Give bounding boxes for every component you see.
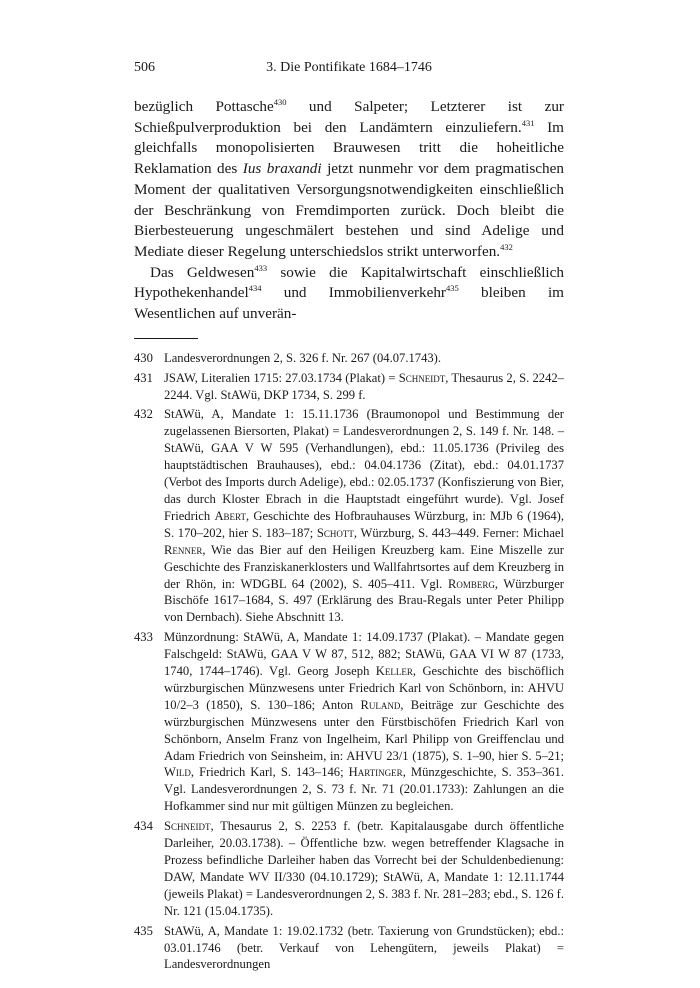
footnote-number: 434	[134, 819, 153, 834]
author-name: Wild	[164, 765, 191, 780]
footnote-ref[interactable]: 434	[248, 283, 262, 294]
author-name: Schneidt	[398, 370, 446, 385]
footnotes	[134, 350, 564, 974]
footnote-number: 431	[134, 370, 153, 385]
body-text	[134, 97, 564, 325]
footnote-text: , Münzgeschichte, S. 353–361. Vgl. Landesverordnungen 2, S. 73 f. Nr. 71 (20.01.1733): Zahlungen an die Hofkammer sind nur mit gültigen Münzen zu begleichen.	[164, 765, 564, 814]
footnote-number: 435	[134, 923, 153, 938]
author-name: Ruland	[360, 697, 401, 712]
paragraph-2	[134, 263, 564, 325]
text-run: sowie die Kapitalwirtschaft einschließlich Hypothekenhandel	[134, 263, 564, 302]
footnote-text: , Friedrich Karl, S. 143–146;	[190, 765, 349, 780]
author-name: Abert	[214, 508, 246, 523]
footnote-text: Münzordnung: StAWü, A, Mandate 1: 14.09.1737 (Plakat). – Mandate gegen Falschgeld: StAWü, GAA V W 87, 512, 882; StAWü, GAA VI W 87 (1733, 1740, 1744–1746). Vgl. Georg Joseph	[164, 630, 564, 679]
author-name: Romberg	[447, 576, 495, 591]
footnote-text: , Geschichte des Hofbrauhauses Würzburg, in: MJb 6 (1964), S. 170–202, hier S. 183–187;	[164, 508, 564, 540]
footnote-433	[134, 629, 564, 815]
footnote-text: , Geschichte des bischöflich würzburgischen Münzwesens unter Friedrich Karl von Schönborn, in: AHVU 10/2–3 (1850), S. 130–186; Anton	[164, 664, 564, 712]
footnote-text: StAWü, A, Mandate 1: 15.11.1736 (Braumonopol und Bestimmung der zugelassenen Biersorten, Plakat) = Landesverordnungen 2, S. 149 f. Nr. 148. – StAWü, GAA V W 595 (Verhandlungen), ebd.: 11.05.1736 (Privileg des hauptstädtischen Brauhauses), ebd.: 04.04.1736 (Zitat), ebd.: 04.01.1737 (Verbot des Imports durch Adelige), ebd.: 02.05.1737 (Konfiszierung von Bier, das durch Kloster Ebrach in die Hauptstadt eingeführt wurde). Vgl. Josef Friedrich	[164, 407, 564, 523]
text-run: Das Geldwesen	[150, 263, 255, 281]
footnote-text: , Thesaurus 2, S. 2242–2244. Vgl. StAWü, DKP 1734, S. 299 f.	[164, 370, 564, 402]
footnote-number: 433	[134, 630, 153, 645]
author-name: Hartinger	[348, 765, 403, 780]
footnote-430	[134, 350, 564, 367]
footnote-text: , Würzburger Bischöfe 1617–1684, S. 497 (Erklärung des Brau-Regals unter Peter Philipp von Dernbach). Siehe Abschnitt 13.	[164, 576, 564, 625]
footnote-431	[134, 370, 564, 404]
footnote-ref[interactable]: 432	[500, 241, 513, 252]
footnote-ref[interactable]: 435	[446, 283, 459, 294]
author-name: Schott	[316, 525, 354, 540]
text-run: und Immobilienverkehr	[261, 284, 446, 302]
text-run: Im gleichfalls monopolisierten Brauwesen tritt die hoheitliche Reklamation des	[134, 118, 564, 178]
author-name: Renner	[164, 542, 203, 557]
footnote-ref[interactable]: 431	[521, 117, 535, 128]
author-name: Schneidt	[164, 819, 211, 834]
footnote-432	[134, 406, 564, 626]
page	[134, 60, 564, 976]
text-run: bezüglich Pottasche	[134, 98, 274, 115]
footnote-435	[134, 923, 564, 974]
footnote-separator	[134, 338, 198, 339]
page-number: 506	[134, 60, 155, 75]
paragraph-1	[134, 97, 564, 263]
footnote-text: Landesverordnungen 2, S. 326 f. Nr. 267 (04.07.1743).	[164, 350, 442, 365]
text-run: und Salpeter; Letzterer ist zur Schießpulverproduktion bei den Landämtern einzuliefern.	[134, 98, 564, 136]
footnote-434	[134, 818, 564, 919]
text-run: bleiben im Wesentlichen auf unverän-	[134, 284, 564, 323]
footnote-ref[interactable]: 433	[254, 262, 268, 273]
footnote-text: , Wie das Bier auf den Heiligen Kreuzberg kam. Eine Miszelle zur Geschichte des Franziskanerklosters und Wallfahrtsortes auf dem Kreuzberg in der Rhön, in: WDGBL 64 (2002), S. 405–411. Vgl.	[164, 542, 564, 591]
text-run: jetzt nunmehr vor dem pragmatischen Moment der qualitativen Versorgungsnotwendigkeiten einschließlich der Beschränkung von Fremdimporten zurück. Doch bleibt die Bierbesteuerung ungeschmälert bestehen und sind Adelige und Mediate dieser Regelung unterschiedslos strikt unterworfen.	[134, 160, 564, 260]
footnote-text: , Würzburg, S. 443–449. Ferner: Michael	[353, 525, 564, 540]
italic-term: Ius braxandi	[242, 160, 322, 178]
footnote-text: StAWü, A, Mandate 1: 19.02.1732 (betr. Taxierung von Grundstücken); ebd.: 03.01.1746 (betr. Verkauf von Lehengütern, jeweils Plakat) = Landesverordnungen	[164, 923, 564, 972]
running-head: 3. Die Pontifikate 1684–1746	[266, 60, 432, 75]
footnote-ref[interactable]: 430	[273, 97, 287, 107]
page-header	[134, 60, 564, 82]
footnote-text: , Beiträge zur Geschichte des würzburgischen Münzwesens unter den Fürstbischöfen Friedrich Karl von Schönborn, Anselm Franz von Ingelheim, Karl Philipp von Greiffenclau und Adam Friedrich von Seinsheim, in: AHVU 23/1 (1875), S. 1–90, hier S. 5–21;	[164, 697, 565, 763]
author-name: Keller	[375, 664, 413, 679]
footnote-number: 430	[134, 350, 153, 365]
footnote-text: JSAW, Literalien 1715: 27.03.1734 (Plakat) =	[164, 370, 399, 385]
footnote-number: 432	[134, 407, 153, 422]
footnote-text: , Thesaurus 2, S. 2253 f. (betr. Kapitalausgabe durch öffentliche Darleiher, 20.03.1738). – Öffentliche bzw. wegen betreffender Klagsache in Prozess befindliche Darleiher haben das Vorrecht bei der Schuldenbedienung: DAW, Mandate WV II/330 (04.10.1729); StAWü, A, Mandate 1: 12.11.1744 (jeweils Plakat) = Landesverordnungen 2, S. 383 f. Nr. 281–283; ebd., S. 126 f. Nr. 121 (15.04.1735).	[164, 819, 564, 918]
